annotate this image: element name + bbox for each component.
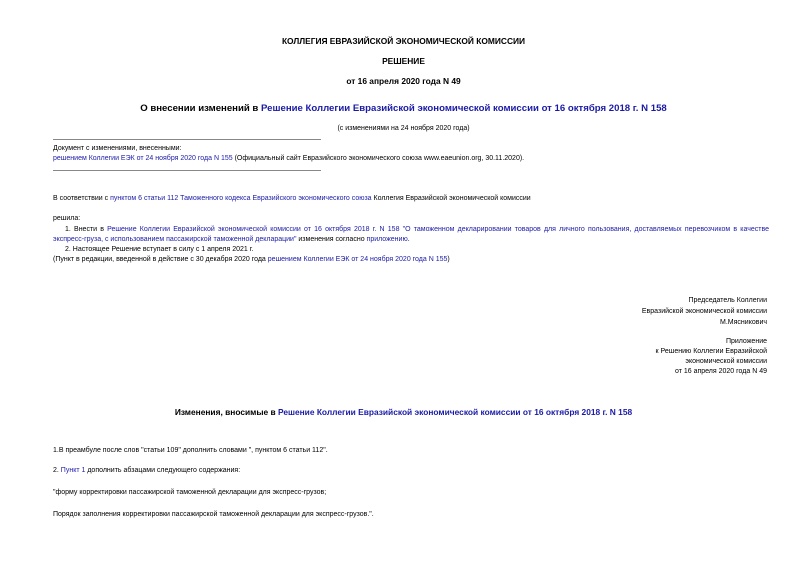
item2-note-suffix: ) (447, 256, 450, 263)
amended-note: (с изменениями на 24 ноября 2020 года) (337, 125, 470, 132)
signature-line-2: Евразийской экономической комиссии (641, 308, 767, 315)
change-2 (53, 467, 240, 474)
item-1 (53, 225, 769, 245)
appendix-line-3: экономической комиссии (685, 358, 767, 365)
change2-prefix: 2. (53, 467, 61, 474)
org-name: КОЛЛЕГИЯ ЕВРАЗИЙСКОЙ ЭКОНОМИЧЕСКОЙ КОМИССИИ (281, 36, 526, 46)
quote-2: Порядок заполнения корректировки пассажирской таможенной декларации для экспресс-грузов.". (53, 511, 374, 518)
changes-label: Документ с изменениями, внесенными: (53, 145, 182, 152)
doc-title (0, 103, 807, 114)
item1-appendix-link[interactable]: приложению (366, 236, 408, 243)
title-prefix: О внесении изменений в (140, 103, 261, 114)
divider-top (53, 139, 321, 140)
title-link[interactable]: Решение Коллегии Евразийской экономической комиссии от 16 октября 2018 г. N 158 (261, 103, 667, 114)
preamble-prefix: В соответствии с (53, 195, 111, 202)
signature-line-1: Председатель Коллегии (688, 297, 767, 304)
signature-line-3: М.Мясникович (720, 319, 767, 326)
item1-end: . (407, 236, 410, 243)
doc-type: РЕШЕНИЕ (382, 56, 425, 66)
item2-note-prefix: (Пункт в редакции, введенной в действие с 30 декабря 2020 года (53, 256, 268, 263)
changes-title (0, 407, 807, 417)
item1-link[interactable]: Решение Коллегии Евразийской экономической комиссии от 16 октября 2018 г. N 158 "О таможенном декларировании товаров для личного пользования, доставляемых перевозчиком в качестве экспресс-груза, с использованием пассажирской таможенной декларации" (53, 226, 769, 243)
changes-title-prefix: Изменения, вносимые в (174, 407, 278, 417)
changes-link[interactable]: решением Коллегии ЕЭК от 24 ноября 2020 года N 155 (53, 155, 233, 162)
appendix-line-4: от 16 апреля 2020 года N 49 (674, 368, 767, 375)
change2-link[interactable]: Пункт 1 (60, 467, 86, 474)
quote-1: "форму корректировки пассажирской таможенной декларации для экспресс-грузов; (53, 489, 327, 496)
item2-note-link[interactable]: решением Коллегии ЕЭК от 24 ноября 2020 года N 155 (267, 256, 448, 263)
appendix-line-2: к Решению Коллегии Евразийской (655, 348, 767, 355)
item-2: 2. Настоящее Решение вступает в силу с 1 апреля 2021 г. (65, 246, 254, 253)
change2-suffix: дополнить абзацами следующего содержания: (85, 467, 241, 474)
changes-title-link[interactable]: Решение Коллегии Евразийской экономической комиссии от 16 октября 2018 г. N 158 (277, 407, 633, 417)
item1-prefix: 1. Внести в (65, 226, 108, 233)
item-2-note (53, 256, 450, 263)
divider-bottom (53, 170, 321, 171)
item1-mid: изменения согласно (296, 236, 367, 243)
decided-label: решила: (53, 215, 81, 222)
changes-source (53, 155, 524, 162)
preamble-suffix: Коллегия Евразийской экономической комиссии (371, 195, 531, 202)
changes-rest: (Официальный сайт Евразийского экономического союза www.eaeunion.org, 30.11.2020). (232, 155, 525, 162)
change-1: 1.В преамбуле после слов "статьи 109" дополнить словами ", пунктом 6 статьи 112". (53, 447, 328, 454)
preamble (53, 195, 531, 202)
doc-date-number: от 16 апреля 2020 года N 49 (346, 76, 461, 86)
appendix-line-1: Приложение (725, 338, 767, 345)
preamble-link[interactable]: пунктом 6 статьи 112 Таможенного кодекса Евразийского экономического союза (110, 195, 372, 202)
